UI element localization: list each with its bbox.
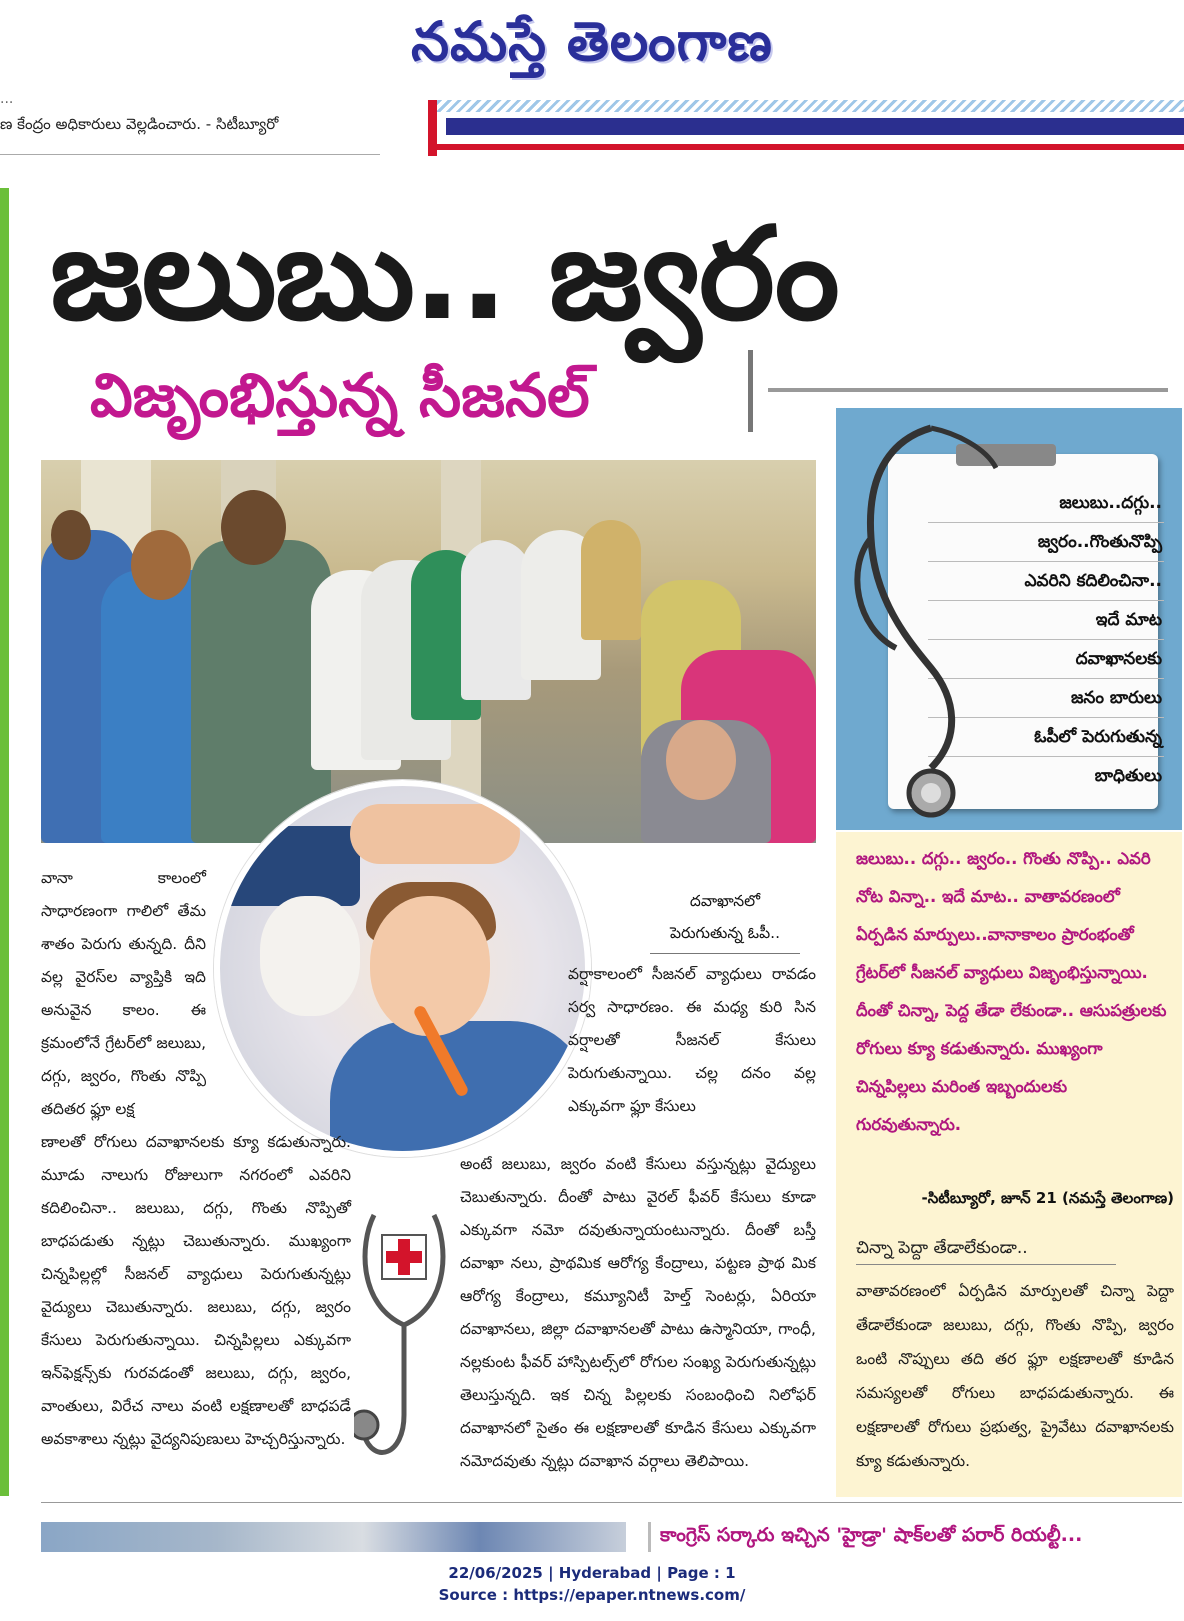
previous-story-line-cut: ... (0, 92, 14, 107)
next-story-photo (41, 1522, 626, 1552)
newspaper-logo: నమస్తే తెలంగాణ (411, 10, 773, 73)
summary-subhead-rule (856, 1264, 1116, 1265)
summary-body: వాతావరణంలో ఏర్పడిన మార్పులతో చిన్నా పెద్దా తేడాలేకుండా జలుబు, దగ్గు, గొంతు నొప్పి, జ్వరం ఒంటి నొప్పులు తది తర ఫ్లూ లక్షణాలతో కూడిన సమస్యలతో రోగులు బాధపడుతున్నారు. ఈ లక్షణాలతో రోగులు ప్రభుత్వ, ప్రైవేటు దవాఖానలకు క్యూ కడుతున్నారు. (856, 1282, 1174, 1470)
column-2-subhead-rule (650, 953, 800, 954)
previous-story-strip (0, 92, 380, 155)
green-side-rule (0, 188, 9, 1496)
footer-date-edition: 22/06/2025 | Hyderabad | Page : 1 (448, 1564, 736, 1582)
medical-cross-icon (354, 1185, 459, 1485)
summary-text: జలుబు.. దగ్గు.. జ్వరం.. గొంతు నొప్పి.. ఎవరి నోట విన్నా.. ఇదే మాట.. వాతావరణంలో ఏర్పడిన మార్పులు..వానాకాలం ప్రారంభంతో గ్రేటర్‌లో సీజనల్ వ్యాధులు విజృంభిస్తున్నాయి. దీంతో చిన్నా, పెద్ద తేడా లేకుండా.. ఆసుపత్రులకు రోగులు క్యూ కడుతున్నారు. ముఖ్యంగా చిన్నపిల్లలు మరింత ఇబ్బందులకు గురవుతున్నారు. (856, 849, 1167, 1134)
footer-source[interactable]: Source : https://epaper.ntnews.com/ (438, 1586, 746, 1604)
stethoscope-icon (836, 408, 1182, 830)
hatch-band (428, 100, 1184, 112)
red-band-horizontal (428, 144, 1184, 150)
clipboard-line: జలుబు..దగ్గు.. (928, 484, 1164, 523)
clipboard-graphic (836, 408, 1182, 830)
page-footer (0, 1554, 1184, 1621)
column-2-paragraph: అంటే జలుబు, జ్వరం వంటి కేసులు వస్తున్నట్లు వైద్యులు చెబుతున్నారు. దీంతో పాటు వైరల్ ఫీవర్ కేసులు కూడా ఎక్కువగా నమో దవుతున్నాయంటున్నారు. దీంతో బస్తీ దవాఖా నలు, ప్రాథమిక ఆరోగ్య కేంద్రాలు, పట్టణ ప్రాథ మిక ఆరోగ్య కేంద్రాలు, కమ్యూనిటీ హెల్త్ సెంటర్లు, ఏరియా దవాఖానలు, జిల్లా దవాఖానలతో పాటు ఉస్మానియా, గాంధీ, నల్లకుంట ఫీవర్ హాస్పిటల్స్‌లో రోగుల సంఖ్య పెరుగుతున్నట్లు తెలుస్తున్నది. ఇక చిన్న పిల్లలకు సంబంధించి నిలోఫర్ దవాఖానలో సైతం ఈ లక్షణాలతో కూడిన కేసులు ఎక్కువగా నమోదవుతు న్నట్లు దవాఖాన వర్గాలు తెలిపాయి. (460, 1155, 816, 1470)
blue-band (446, 118, 1184, 135)
clipboard-line: జ్వరం..గొంతునొప్పి (928, 523, 1164, 562)
article-column-1 (41, 862, 351, 1456)
summary-box (836, 832, 1182, 1497)
subheadline: విజృంభిస్తున్న సీజనల్ (90, 361, 590, 431)
summary-subhead: చిన్నా పెద్దా తేడాలేకుండా.. (856, 1238, 1028, 1258)
next-story-divider (648, 1522, 651, 1552)
clipboard-line: దవాఖానలకు (928, 640, 1164, 679)
previous-story-line: ణ కేంద్రం అధికారులు వెల్లడించారు. - సిటీబ్యూరో (0, 115, 279, 133)
column-2-subhead-line1: దవాఖానలో (689, 892, 761, 910)
clipboard-line: ఇదే మాట (928, 601, 1164, 640)
decorative-bands (428, 100, 1184, 156)
clipboard-line: ఓపీలో పెరుగుతున్న (928, 718, 1164, 757)
column-2-subhead-line2: పెరుగుతున్న ఓపీ.. (669, 924, 780, 942)
clipboard-line: జనం బారులు (928, 679, 1164, 718)
headline: జలుబు.. జ్వరం (50, 200, 838, 349)
masthead (0, 0, 1184, 90)
subhead-divider (748, 350, 753, 432)
next-story-headline: కాంగ్రెస్ సర్కారు ఇచ్చిన 'హైడ్రా' షాక్‌లతో పరార్ రియల్టీ... (660, 1524, 1083, 1546)
bottom-rule (41, 1502, 1182, 1503)
column-1-paragraph: ణాలతో రోగులు దవాఖానలకు క్యూ కడుతున్నారు. మూడు నాలుగు రోజులుగా నగరంలో ఎవరిని కదిలించినా.. జలుబు, దగ్గు, గొంతు నొప్పితో బాధపడుతు న్నట్లు చెబుతున్నారు. ముఖ్యంగా చిన్నపిల్లల్లో సీజనల్ వ్యాధులు పెరుగుతున్నట్లు వైద్యులు చెబుతున్నారు. జలుబు, దగ్గు, జ్వరం కేసులు పెరుగుతున్నాయి. చిన్నపిల్లలు ఎక్కువగా ఇన్‌ఫెక్షన్స్‌కు గురవడంతో జలుబు, దగ్గు, జ్వరం, వాంతులు, విరేచ నాలు వంటి లక్షణాలతో బాధపడే అవకాశాలు న్నట్లు వైద్యనిపుణులు హెచ్చరిస్తున్నారు. (41, 1133, 351, 1448)
column-2-subhead (640, 885, 810, 954)
subhead-rule (768, 388, 1168, 392)
column-1-paragraph-top: వానా కాలంలో సాధారణంగా గాలిలో తేమ శాతం పెరుగు తున్నది. దీని వల్ల వైరస్‌ల వ్యాప్తికి ఇది అనువైన కాలం. ఈ క్రమంలోనే గ్రేటర్‌లో జలుబు, దగ్గు, జ్వరం, గొంతు నొప్పి తదితర ఫ్లూ లక్ష (41, 869, 206, 1118)
dateline-credit: -సిటీబ్యూరో, జూన్ 21 (నమస్తే తెలంగాణ) (921, 1189, 1174, 1207)
clipboard-line: బాధితులు (1094, 766, 1162, 786)
clipboard-line: ఎవరిని కదిలించినా.. (928, 562, 1164, 601)
column-2-paragraph-top: వర్షాకాలంలో సీజనల్ వ్యాధులు రావడం సర్వ సాధారణం. ఈ మధ్య కురి సిన వర్షాలతో సీజనల్ కేసులు పెరుగుతున్నాయి. చల్ల దనం వల్ల ఎక్కువగా ఫ్లూ కేసులు (568, 965, 816, 1115)
